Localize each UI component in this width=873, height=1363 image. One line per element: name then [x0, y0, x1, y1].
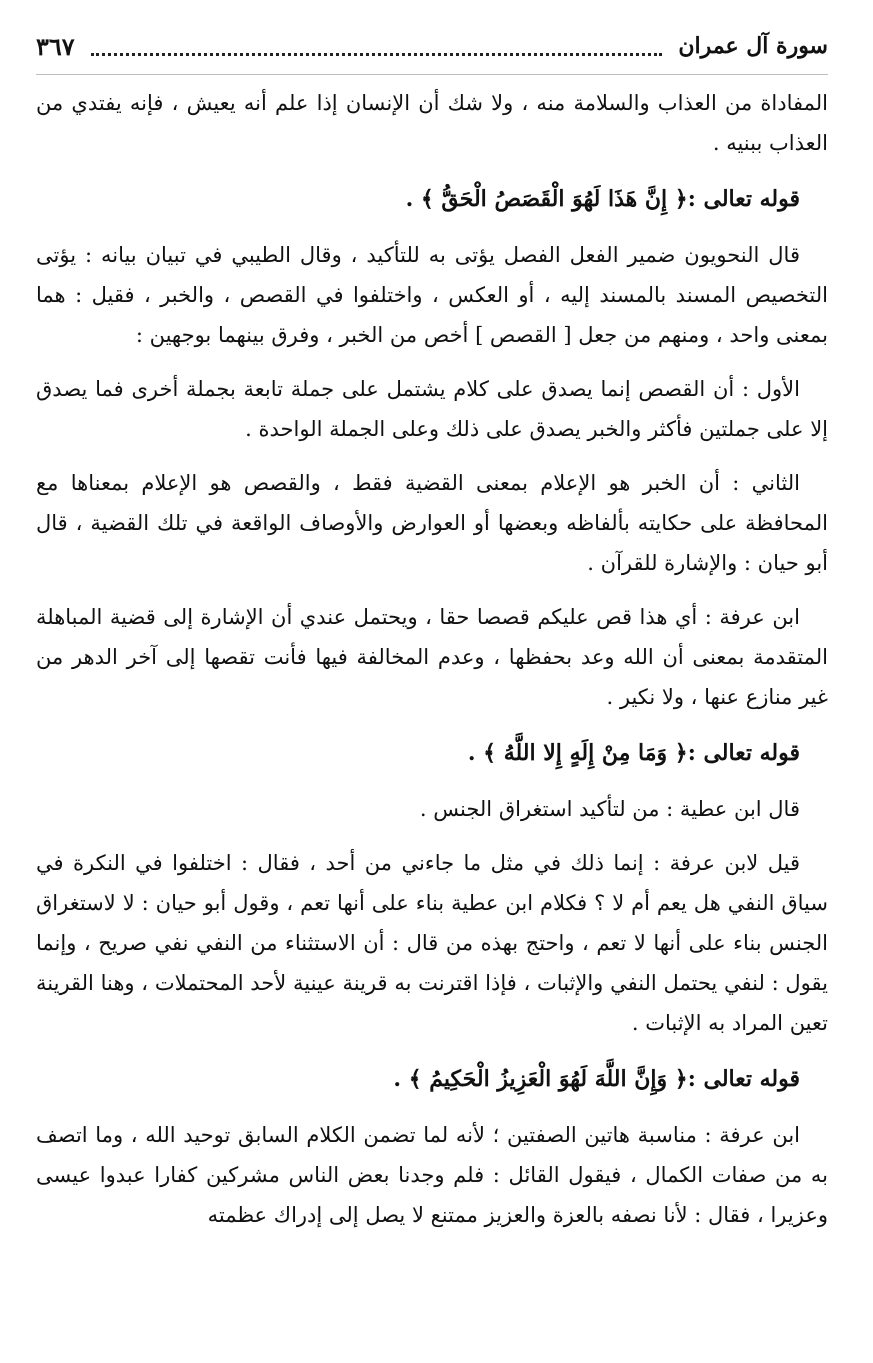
page-number: ٣٦٧: [36, 31, 75, 61]
paragraph-4: الثاني : أن الخبر هو الإعلام بمعنى القضية فقط ، والقصص هو الإعلام بمعناها مع المحافظة على حكايته بألفاظه وبعضها أو العوارض والأوصاف الواقعة في تلك القضية ، قال أبو حيان : والإشارة للقرآن .: [36, 471, 828, 575]
quran-quote-2: قوله تعالى :﴿ وَمَا مِنْ إِلَهٍ إِلا اللَّهُ ﴾ .: [467, 740, 800, 766]
header-dotted-leader: [91, 53, 663, 56]
quran-quote-3: قوله تعالى :﴿ وَإِنَّ اللَّهَ لَهُوَ الْعَزِيزُ الْحَكِيمُ ﴾ .: [393, 1066, 800, 1092]
paragraph-1: المفاداة من العذاب والسلامة منه ، ولا شك أن الإنسان إذا علم أنه يعيش ، فإنه يفتدي من العذاب ببنيه .: [36, 91, 828, 155]
paragraph-2: قال النحويون ضمير الفعل الفصل يؤتى به للتأكيد ، وقال الطيبي في تبيان بيانه : يؤتى التخصيص المسند بالمسند إليه ، أو العكس ، واختلفوا في القصص ، والخبر ، فقيل : هما بمعنى واحد ، ومنهم من جعل [ القصص ] أخص من الخبر ، وفرق بينهما بوجهين :: [36, 243, 828, 347]
surah-name: سورة آل عمران: [678, 33, 828, 59]
paragraph-6: قال ابن عطية : من لتأكيد استغراق الجنس .: [419, 797, 800, 821]
paragraph-5: ابن عرفة : أي هذا قص عليكم قصصا حقا ، ويحتمل عندي أن الإشارة إلى قضية المباهلة المتقدمة بمعنى أن الله وعد بحفظها ، وعدم المخالفة فيها فأنت تقصها إلى آخر الدهر من غير منازع عنها ، ولا نكير .: [36, 605, 828, 709]
paragraph-7: قيل لابن عرفة : إنما ذلك في مثل ما جاءني من أحد ، فقال : اختلفوا في النكرة في سياق النفي هل يعم أم لا ؟ فكلام ابن عطية بناء على أنها تعم ، وقول أبو حيان : لا لاستغراق الجنس بناء على أنها لا تعم ، واحتج بهذه من قال : أن الاستثناء من النفي نفي صريح ، وإنما يقول : لنفي يحتمل النفي والإثبات ، فإذا اقترنت به قرينة عينية لأحد المحتملات ، وهنا القرينة تعين المراد به الإثبات .: [36, 851, 828, 1035]
paragraph-3: الأول : أن القصص إنما يصدق على كلام يشتمل على جملة تابعة بجملة أخرى فما يصدق إلا على جملتين فأكثر والخبر يصدق على ذلك وعلى الجملة الواحدة .: [36, 377, 828, 441]
paragraph-8: ابن عرفة : مناسبة هاتين الصفتين ؛ لأنه لما تضمن الكلام السابق توحيد الله ، وما اتصف به من صفات الكمال ، فيقول القائل : فلم وجدنا بعض الناس مشركين كفارا عبدوا عيسى وعزيرا ، فقال : لأنا نصفه بالعزة والعزيز ممتنع لا يصل إلى إدراك عظمته: [36, 1123, 828, 1227]
page-header: [36, 18, 828, 75]
quran-quote-1: قوله تعالى :﴿ إِنَّ هَذَا لَهُوَ الْقَصَصُ الْحَقُّ ﴾ .: [405, 186, 800, 212]
book-page: [36, 18, 828, 1348]
